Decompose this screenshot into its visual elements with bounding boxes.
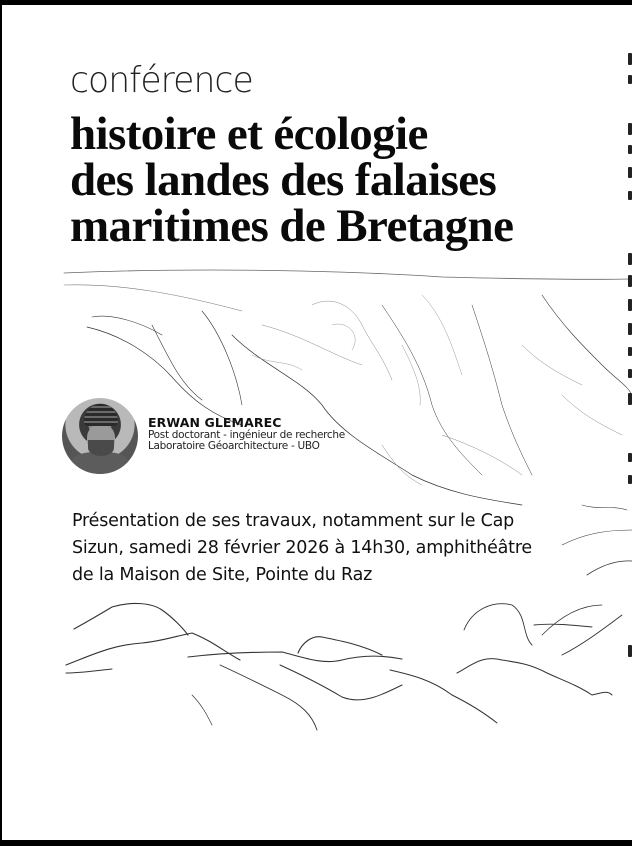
speaker-lab: Laboratoire Géoarchitecture - UBO bbox=[148, 439, 320, 452]
poster-page bbox=[2, 5, 632, 840]
speaker-name: ERWAN GLEMAREC bbox=[148, 414, 282, 430]
description-line: de la Maison de Site, Pointe du Raz bbox=[72, 565, 373, 585]
description-line: Sizun, samedi 28 février 2026 à 14h30, amphithéâtre bbox=[72, 538, 533, 558]
title-line: des landes des falaises bbox=[70, 154, 497, 206]
speaker-role: Post doctorant - ingénieur de recherche bbox=[148, 428, 345, 441]
speaker-avatar bbox=[62, 398, 138, 474]
avatar-beard-shape bbox=[88, 440, 114, 456]
description-line: Présentation de ses travaux, notamment sur le Cap bbox=[72, 511, 515, 531]
poster-title bbox=[70, 108, 514, 252]
title-line: maritimes de Bretagne bbox=[70, 200, 514, 252]
event-description bbox=[72, 508, 632, 589]
title-line: histoire et écologie bbox=[70, 108, 428, 160]
avatar-beanie-shape bbox=[84, 404, 118, 426]
speaker-info bbox=[148, 415, 345, 452]
speaker-card bbox=[62, 398, 345, 474]
event-type-label: conférence bbox=[70, 60, 253, 101]
clipped-adjacent-column bbox=[628, 5, 632, 840]
